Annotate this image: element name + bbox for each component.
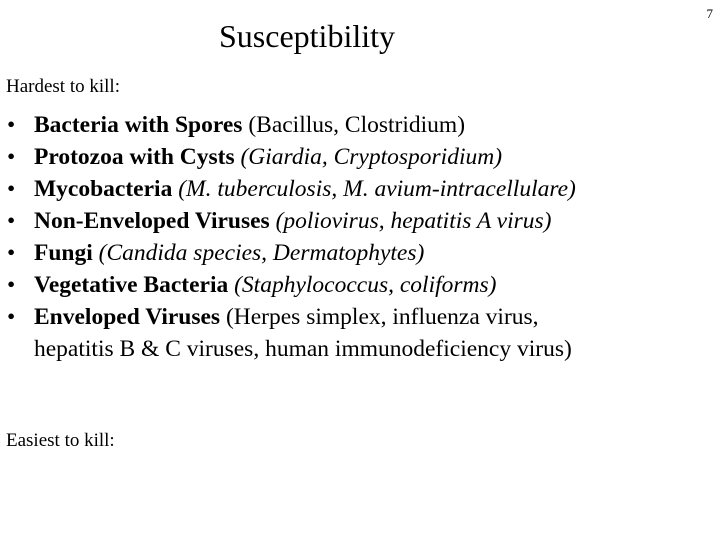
- bullet-icon: •: [7, 304, 16, 330]
- slide-title: Susceptibility: [219, 18, 395, 54]
- list-item: [0, 141, 714, 173]
- bullet-icon: •: [7, 208, 16, 234]
- list-item: [0, 301, 714, 365]
- easiest-to-kill-label: Easiest to kill:: [6, 430, 115, 451]
- organism-examples: (Giardia, Cryptosporidium): [234, 144, 503, 170]
- organism-examples: (poliovirus, hepatitis A virus): [269, 208, 552, 234]
- organism-examples: (M. tuberculosis, M. avium-intracellulare): [172, 176, 576, 202]
- list-item: [0, 109, 714, 141]
- list-item: [0, 173, 714, 205]
- hardest-to-kill-label: Hardest to kill:: [6, 76, 120, 97]
- bullet-icon: •: [7, 112, 16, 138]
- organism-name: Mycobacteria: [34, 176, 173, 202]
- list-item: [0, 205, 714, 237]
- bullet-icon: •: [7, 272, 16, 298]
- bullet-icon: •: [7, 240, 16, 266]
- organism-name: Bacteria with Spores: [34, 112, 243, 138]
- organism-examples: (Staphylococcus, coliforms): [228, 272, 497, 298]
- organism-examples: (Herpes simplex, influenza virus,: [220, 304, 539, 330]
- list-item: [0, 269, 714, 301]
- organism-examples-continued: hepatitis B & C viruses, human immunodeficiency virus): [34, 336, 572, 362]
- organism-examples: (Candida species, Dermatophytes): [92, 240, 425, 266]
- page-number: 7: [706, 6, 713, 21]
- susceptibility-list: [0, 109, 714, 365]
- organism-name: Fungi: [34, 240, 93, 266]
- organism-name: Protozoa with Cysts: [34, 144, 235, 170]
- bullet-icon: •: [7, 144, 16, 170]
- bullet-icon: •: [7, 176, 16, 202]
- organism-name: Enveloped Viruses: [34, 304, 221, 330]
- list-item: [0, 237, 714, 269]
- organism-name: Non-Enveloped Viruses: [34, 208, 270, 234]
- organism-name: Vegetative Bacteria: [34, 272, 229, 298]
- organism-examples: (Bacillus, Clostridium): [242, 112, 466, 138]
